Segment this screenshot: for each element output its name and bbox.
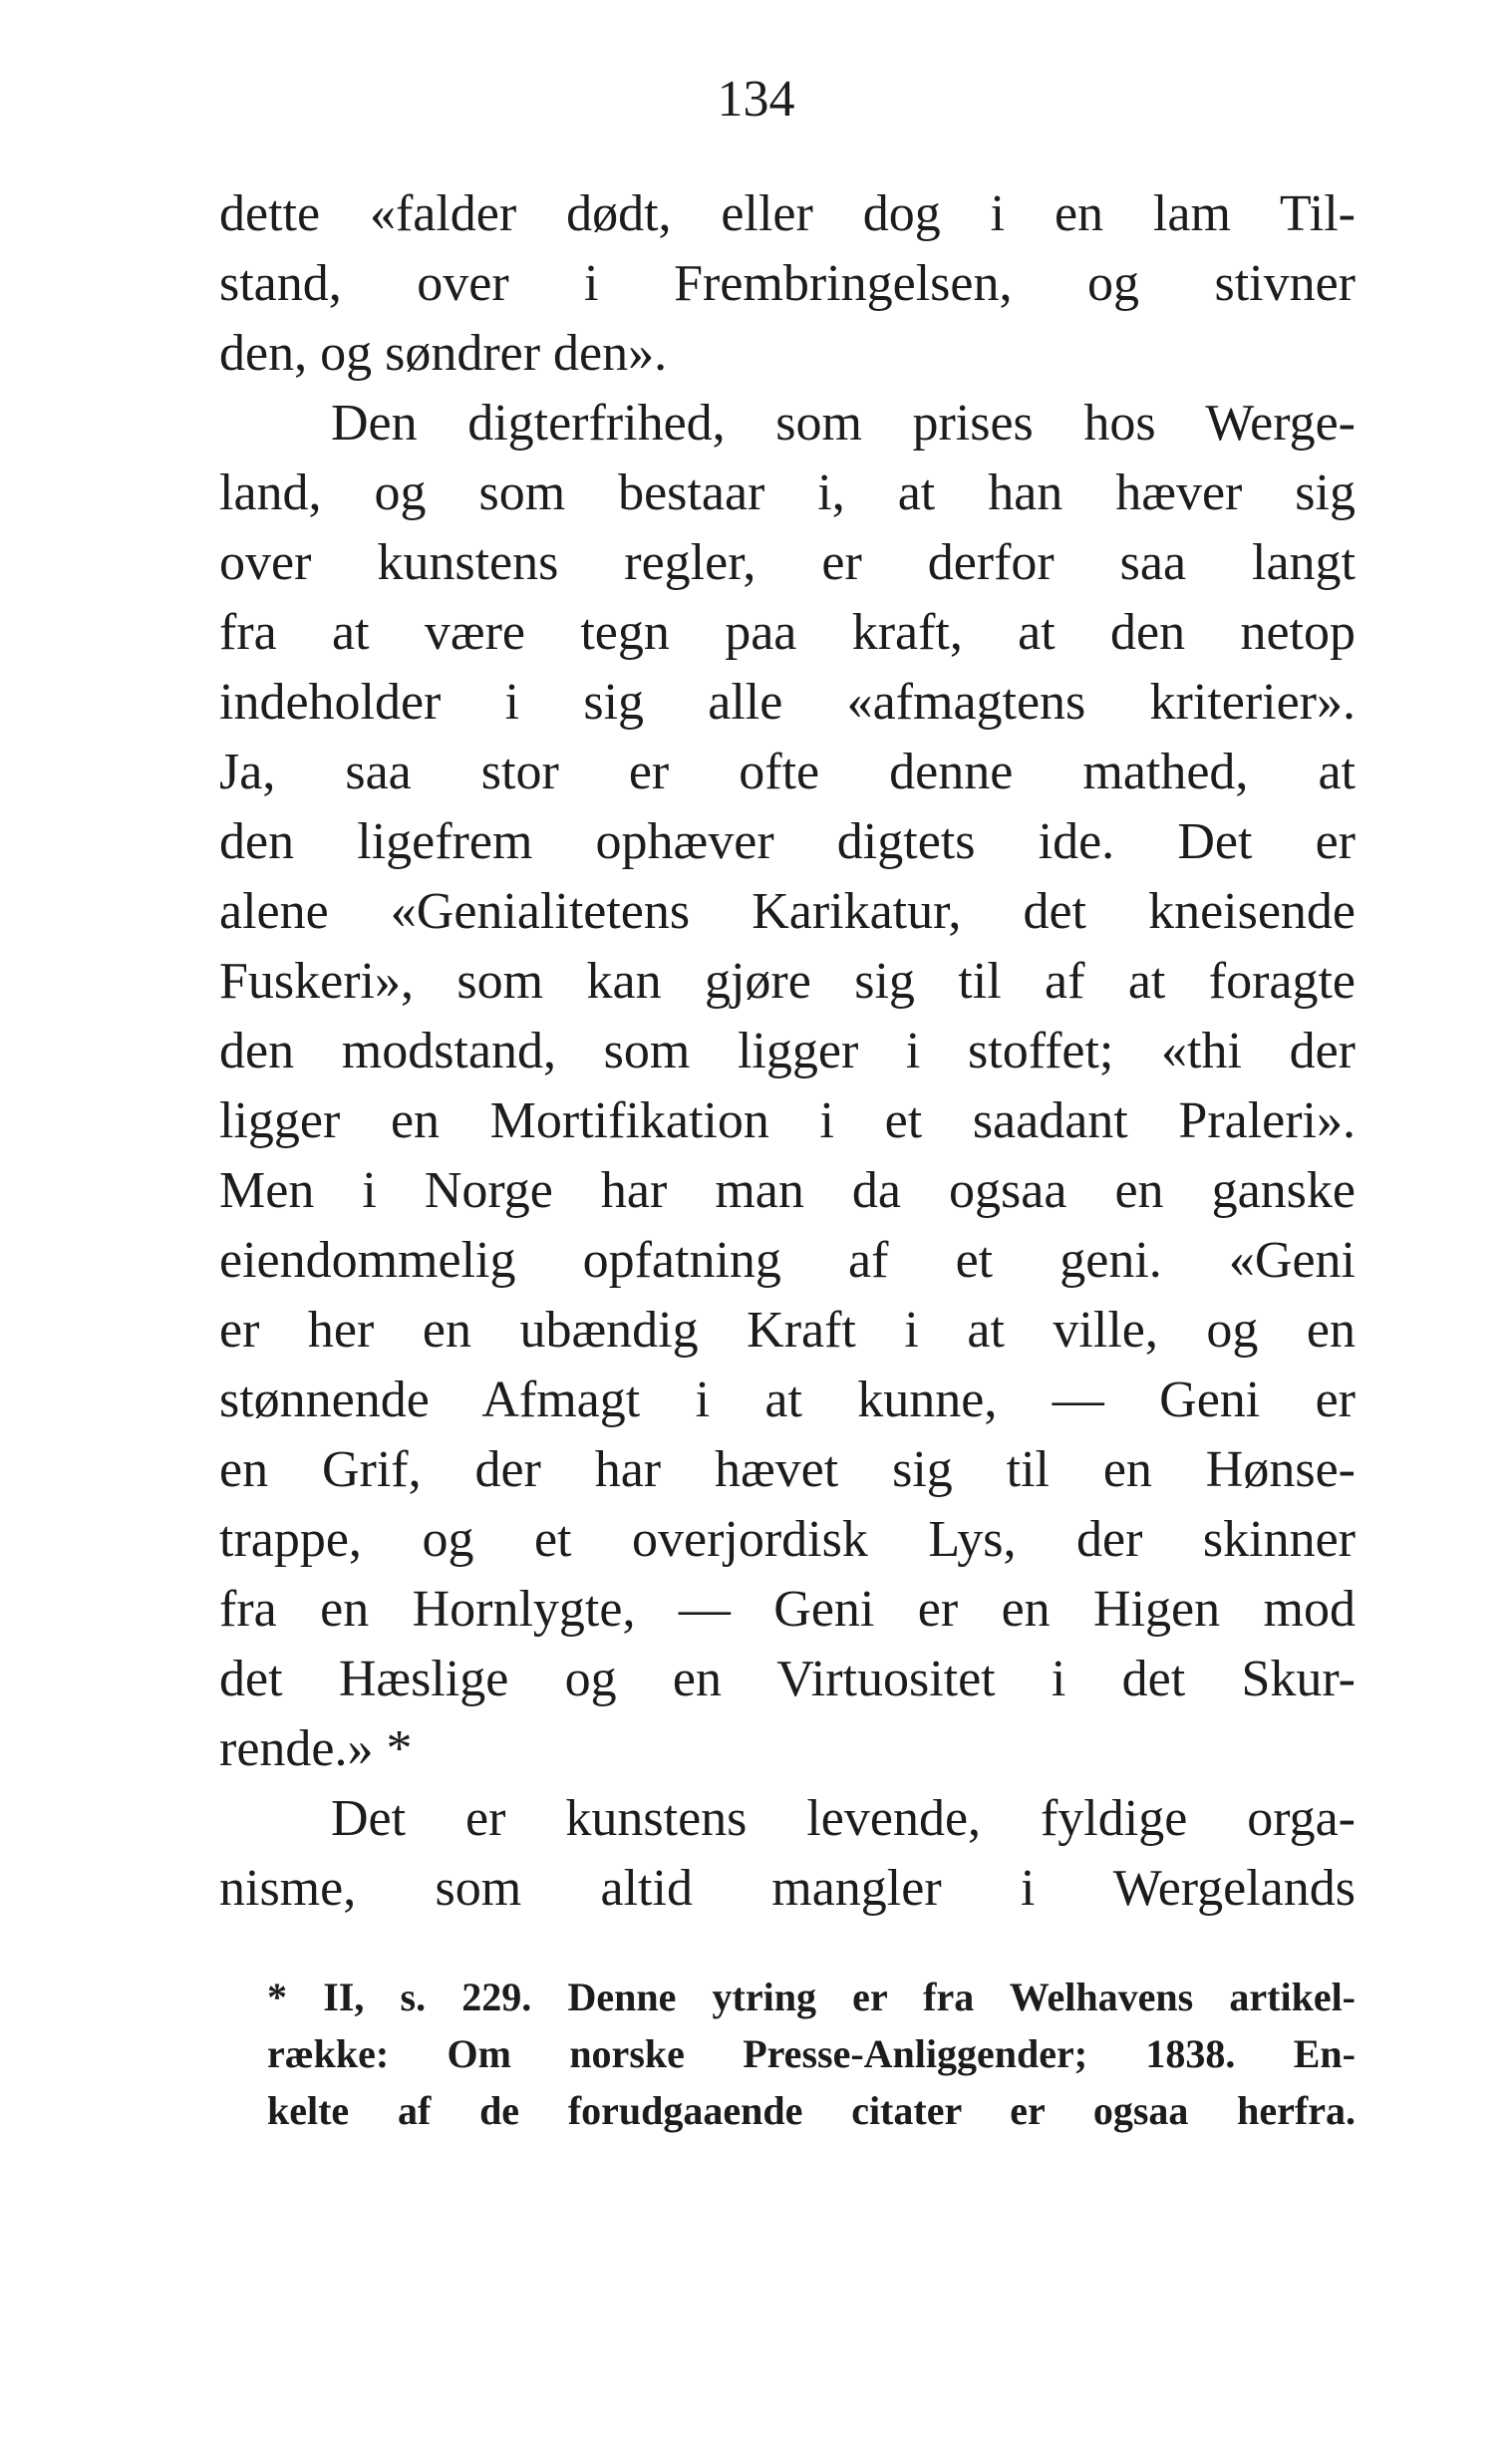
text-line: alene «Genialitetens Karikatur, det kneisende [219, 883, 1356, 940]
text-line: stønnende Afmagt i at kunne, — Geni er [219, 1372, 1356, 1428]
text-line: en Grif, der har hævet sig til en Hønse- [219, 1441, 1356, 1498]
text-line: den modstand, som ligger i stoffet; «thi der [219, 1023, 1356, 1079]
text-line: eiendommelig opfatning af et geni. «Geni [219, 1232, 1356, 1289]
text-line: indeholder i sig alle «afmagtens kriterier». [219, 674, 1356, 731]
footnote-line: kelte af de forudgaaende citater er ogsaa herfra. [267, 2088, 1356, 2133]
footnote-line: * II, s. 229. Denne ytring er fra Welhavens artikel- [267, 1975, 1356, 2019]
text-line: trappe, og et overjordisk Lys, der skinner [219, 1511, 1356, 1568]
text-line: ligger en Mortifikation i et saadant Praleri». [219, 1092, 1356, 1149]
text-line: Det er kunstens levende, fyldige orga- [331, 1790, 1356, 1847]
page-number: 134 [717, 71, 795, 128]
text-line: Men i Norge har man da ogsaa en ganske [219, 1162, 1356, 1219]
text-line: dette «falder dødt, eller dog i en lam Til- [219, 185, 1356, 242]
text-line: stand, over i Frembringelsen, og stivner [219, 255, 1356, 312]
text-line: er her en ubændig Kraft i at ville, og en [219, 1302, 1356, 1359]
text-line: den, og søndrer den». [219, 325, 668, 382]
text-line: fra at være tegn paa kraft, at den netop [219, 604, 1356, 661]
text-line: over kunstens regler, er derfor saa langt [219, 534, 1356, 591]
footnote-line: række: Om norske Presse-Anliggender; 1838. En- [267, 2031, 1356, 2076]
text-line: det Hæslige og en Virtuositet i det Skur- [219, 1651, 1356, 1707]
text-line: fra en Hornlygte, — Geni er en Higen mod [219, 1581, 1356, 1638]
body-text [219, 179, 1356, 1924]
text-line: nisme, som altid mangler i Wergelands [219, 1860, 1356, 1917]
text-line: land, og som bestaar i, at han hæver sig [219, 464, 1356, 521]
text-line: Fuskeri», som kan gjøre sig til af at foragte [219, 953, 1356, 1010]
text-line: rende.» * [219, 1720, 413, 1777]
text-line: den ligefrem ophæver digtets ide. Det er [219, 813, 1356, 870]
footnote [219, 1969, 1356, 2139]
text-line: Den digterfrihed, som prises hos Werge- [331, 395, 1356, 452]
text-line: Ja, saa stor er ofte denne mathed, at [219, 744, 1356, 800]
